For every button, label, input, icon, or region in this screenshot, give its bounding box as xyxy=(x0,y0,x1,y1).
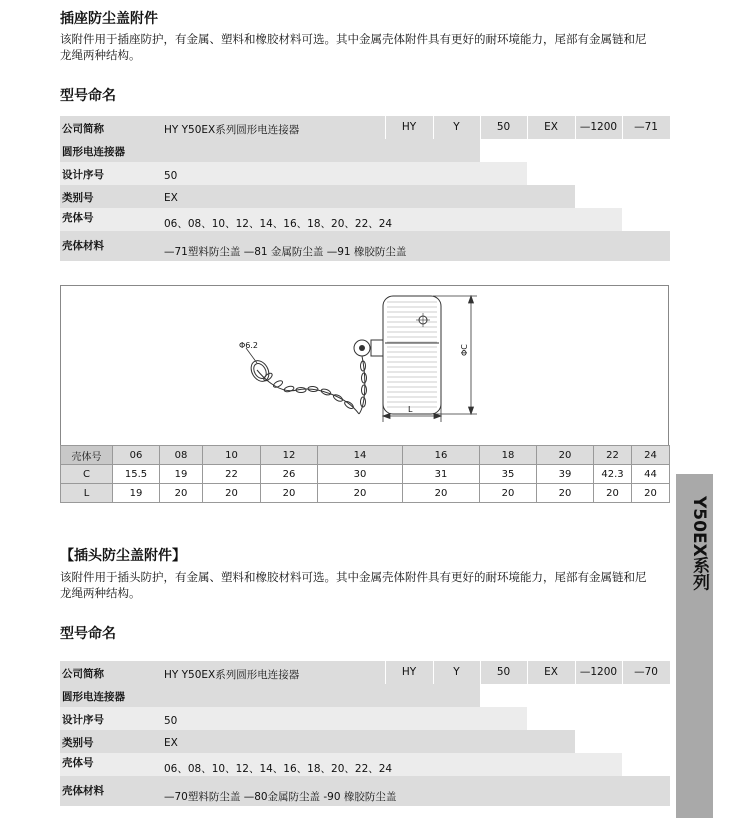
naming-value-shell-size: 06、08、10、12、14、16、18、20、22、24 xyxy=(164,218,393,230)
naming-label-connector: 圆形电连接器 xyxy=(62,691,125,703)
table-cell: 19 xyxy=(160,465,203,484)
naming-label-shell-size: 壳体号 xyxy=(62,757,94,769)
code-company: HY xyxy=(401,121,417,133)
code-connector: Y xyxy=(453,121,460,133)
naming-row-bg xyxy=(60,162,527,185)
section2-desc-line1: 该附件用于插头防护，有金属、塑料和橡胶材料可选。其中金属壳体附件具有更好的耐环境能力，尾部有金属链和尼 xyxy=(60,570,647,584)
code-shell-size: —1200 xyxy=(579,666,618,678)
naming-label-category: 类别号 xyxy=(62,737,94,749)
code-category: EX xyxy=(544,666,558,678)
table-cell: 39 xyxy=(537,465,594,484)
table-row xyxy=(61,446,670,465)
table-cell: 20 xyxy=(594,484,632,503)
code-connector: Y xyxy=(453,666,460,678)
table-cell: 35 xyxy=(480,465,537,484)
table-cell: 19 xyxy=(113,484,160,503)
naming-row-bg xyxy=(60,185,575,208)
table-header-cell: 08 xyxy=(160,446,203,465)
table-cell: 22 xyxy=(203,465,261,484)
code-company: HY xyxy=(401,666,417,678)
section1-naming-title: 型号命名 xyxy=(60,88,116,104)
code-shell-size: —1200 xyxy=(579,121,618,133)
dust-cap-drawing xyxy=(60,285,669,445)
table-cell: 31 xyxy=(403,465,480,484)
table-header-cell: 14 xyxy=(318,446,403,465)
series-side-tab-label: Y50EX系列 xyxy=(689,496,709,591)
naming-label-company: 公司简称 xyxy=(62,123,104,135)
table-cell: 42.3 xyxy=(594,465,632,484)
table-cell: 15.5 xyxy=(113,465,160,484)
section2-naming-table xyxy=(60,661,670,809)
naming-row-bg xyxy=(60,730,575,753)
code-design-no: 50 xyxy=(496,121,511,133)
naming-label-material: 壳体材料 xyxy=(62,785,104,797)
naming-label-design-no: 设计序号 xyxy=(62,169,104,181)
naming-value-design-no: 50 xyxy=(164,715,178,727)
dust-cap-svg xyxy=(61,286,668,446)
naming-row-bg xyxy=(60,707,527,730)
series-side-tab xyxy=(676,474,713,818)
naming-value-company: HY Y50EX系列圆形电连接器 xyxy=(164,124,300,136)
chain-icon xyxy=(257,356,367,414)
table-cell: 30 xyxy=(318,465,403,484)
l-label: L xyxy=(408,405,413,414)
table-header-cell: 16 xyxy=(403,446,480,465)
section1-description xyxy=(60,31,670,63)
section2-description xyxy=(60,569,670,601)
naming-value-material: —70塑料防尘盖 —80金属防尘盖 -90 橡胶防尘盖 xyxy=(164,791,397,803)
table-cell: 20 xyxy=(537,484,594,503)
section2-title: 【插头防尘盖附件】 xyxy=(60,548,186,564)
section1-title: 插座防尘盖附件 xyxy=(60,11,158,27)
code-design-no: 50 xyxy=(496,666,511,678)
cap-knob xyxy=(354,340,383,356)
naming-value-category: EX xyxy=(164,192,178,204)
naming-value-company: HY Y50EX系列圆形电连接器 xyxy=(164,669,300,681)
code-material: —71 xyxy=(634,121,658,133)
table-cell: 20 xyxy=(160,484,203,503)
naming-label-design-no: 设计序号 xyxy=(62,714,104,726)
naming-label-connector: 圆形电连接器 xyxy=(62,146,125,158)
table-cell: L xyxy=(61,484,113,503)
section1-desc-line2: 龙绳两种结构。 xyxy=(60,48,141,62)
naming-label-company: 公司简称 xyxy=(62,668,104,680)
cap-body xyxy=(383,296,441,414)
table-cell: 20 xyxy=(403,484,480,503)
naming-label-shell-size: 壳体号 xyxy=(62,212,94,224)
code-category: EX xyxy=(544,121,558,133)
phi-label: Φ6.2 xyxy=(239,341,259,350)
naming-label-material: 壳体材料 xyxy=(62,240,104,252)
section1-desc-line1: 该附件用于插座防护，有金属、塑料和橡胶材料可选。其中金属壳体附件具有更好的耐环境能力，尾部有金属链和尼 xyxy=(60,32,647,46)
table-cell: C xyxy=(61,465,113,484)
table-header-cell: 壳体号 xyxy=(61,446,113,465)
ring-icon xyxy=(246,348,272,385)
table-cell: 20 xyxy=(632,484,670,503)
table-header-cell: 18 xyxy=(480,446,537,465)
naming-label-category: 类别号 xyxy=(62,192,94,204)
table-row xyxy=(61,484,670,503)
table-header-cell: 06 xyxy=(113,446,160,465)
table-cell: 26 xyxy=(261,465,318,484)
section2-naming-title: 型号命名 xyxy=(60,626,116,642)
naming-value-design-no: 50 xyxy=(164,170,178,182)
table-row xyxy=(61,465,670,484)
code-material: —70 xyxy=(634,666,658,678)
table-cell: 44 xyxy=(632,465,670,484)
table-header-cell: 22 xyxy=(594,446,632,465)
table-cell: 20 xyxy=(203,484,261,503)
naming-value-material: —71塑料防尘盖 —81 金属防尘盖 —91 橡胶防尘盖 xyxy=(164,246,407,258)
table-header-cell: 10 xyxy=(203,446,261,465)
c-label: ΦC xyxy=(460,344,469,356)
section1-naming-table xyxy=(60,116,670,264)
table-header-cell: 24 xyxy=(632,446,670,465)
table-cell: 20 xyxy=(261,484,318,503)
section2-desc-line2: 龙绳两种结构。 xyxy=(60,586,141,600)
table-header-cell: 12 xyxy=(261,446,318,465)
table-cell: 20 xyxy=(480,484,537,503)
dimension-table xyxy=(60,445,670,503)
naming-value-shell-size: 06、08、10、12、14、16、18、20、22、24 xyxy=(164,763,393,775)
naming-value-category: EX xyxy=(164,737,178,749)
table-cell: 20 xyxy=(318,484,403,503)
table-header-cell: 20 xyxy=(537,446,594,465)
